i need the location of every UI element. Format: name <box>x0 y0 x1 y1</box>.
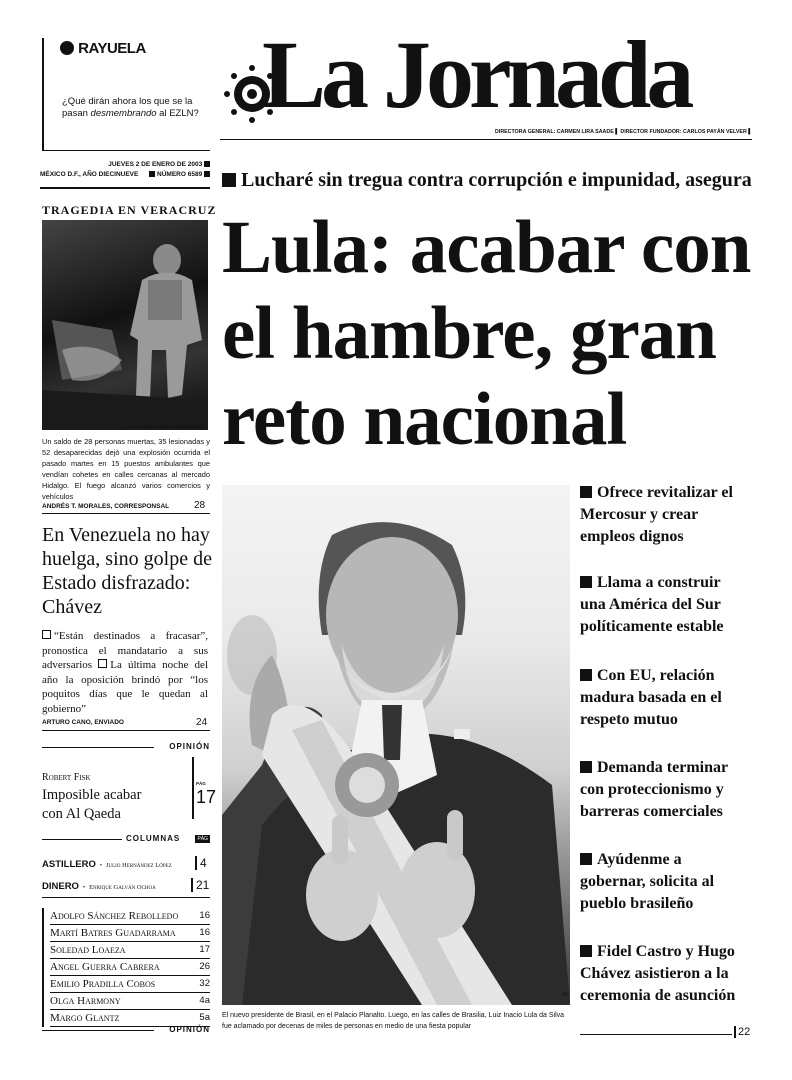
rayuela-label-row <box>60 40 146 57</box>
lula-photo-caption: El nuevo presidente de Brasil, en el Palacio Planalto. Luego, en las calles de Brasilia, Luiz Inacio Lula da Silva fue aclamado por decenas de miles de personas en medio de una fiesta popular <box>222 1012 565 1030</box>
venezuela-byline: ARTURO CANO, ENVIADO <box>42 719 124 726</box>
columnas-list <box>42 852 210 896</box>
list-item: Fidel Castro y Hugo Chávez asistieron a la ceremonia de asunción <box>580 943 736 1004</box>
opinion-label-row <box>42 742 210 752</box>
rayuela-text: ¿Qué dirán ahora los que se la pasan desmembrando al EZLN? <box>62 96 199 119</box>
venezuela-page: 24 <box>196 717 208 728</box>
opinion-title: Imposible acabar con Al Qaeda <box>42 787 142 822</box>
issue-number: NÚMERO 6589 <box>157 171 203 178</box>
list-item: Margo Glantz 5a <box>50 1010 210 1027</box>
list-item: Olga Harmony 4a <box>50 993 210 1010</box>
list-item: DINERO • Enrique Galván Ochoa 21 <box>42 878 210 892</box>
veracruz-section-label: TRAGEDIA EN VERACRUZ <box>42 203 217 217</box>
opinion-footer-label: OPINIÓN <box>169 1025 210 1034</box>
veracruz-photo-credit: FOTO: CUAUHTÉMOC HERNÁNDEZ <box>126 424 203 429</box>
veracruz-page: 28 <box>194 500 206 511</box>
list-item: Emilio Pradilla Cobos 32 <box>50 976 210 993</box>
venezuela-headline: En Venezuela no hay huelga, sino golpe de Estado disfrazado: Chávez <box>42 524 212 618</box>
date: JUEVES 2 DE ENERO DE 2003 <box>108 161 203 168</box>
masthead-title: La Jornada <box>262 21 690 128</box>
list-item: Adolfo Sánchez Rebolledo 16 <box>50 908 210 925</box>
list-item: Angel Guerra Cabrera 26 <box>50 959 210 976</box>
kicker: Lucharé sin tregua contra corrupción e impunidad, asegura <box>222 169 752 192</box>
list-item: Ofrece revitalizar el Mercosur y crear empleos dignos <box>580 484 733 545</box>
list-item: Llama a construir una América del Sur políticamente estable <box>580 574 724 635</box>
list-item: Martí Batres Guadarrama 16 <box>50 925 210 942</box>
veracruz-byline: ANDRÉS T. MORALES, CORRESPONSAL <box>42 503 170 510</box>
opinion-label: OPINIÓN <box>169 742 210 751</box>
lula-photo-credit: AP <box>562 992 569 998</box>
rayuela-icon <box>60 41 74 55</box>
list-item: Soledad Loaeza 17 <box>50 942 210 959</box>
columnas-page-label: PÁG <box>197 836 208 842</box>
list-item: Ayúdenme a gobernar, solicita al pueblo brasileño <box>580 851 715 912</box>
masthead-directors: DIRECTORA GENERAL: CARMEN LIRA SAADE ▌ DIRECTOR FUNDADOR: CARLOS PAYÁN VELVER ▌ <box>495 129 752 135</box>
columnas-label-row <box>42 834 210 846</box>
rayuela-label: RAYUELA <box>78 40 146 57</box>
masthead-logo <box>222 21 752 132</box>
edition: MÉXICO D.F., AÑO DIECINUEVE <box>40 171 139 178</box>
lula-photo <box>222 485 570 1005</box>
opinion-list <box>42 908 210 1027</box>
veracruz-photo <box>42 220 208 430</box>
opinion-author: Robert Fisk <box>42 772 91 783</box>
veracruz-caption: Un saldo de 28 personas muertas, 35 lesionadas y 52 desaparecidas dejó una explosión ocurrida el pasado martes en 15 puestos ambulantes que vendían cohetes en calles cercanas al mercado Hidalgo. El fuego alcanzó varios comercios y vehículos <box>42 437 210 501</box>
subheads <box>580 482 750 1007</box>
list-item: ASTILLERO • Julio Hernández López 4 <box>42 852 210 874</box>
list-item: Con EU, relación madura basada en el respeto mutuo <box>580 667 722 728</box>
list-item: Demanda terminar con proteccionismo y barreras comerciales <box>580 759 728 820</box>
opinion-footer-row <box>42 1025 210 1035</box>
columnas-label: COLUMNAS <box>126 834 181 843</box>
opinion-page-box: PÁG 17 <box>192 757 210 819</box>
dateline <box>40 160 210 180</box>
main-headline: Lula: acabar con el hambre, gran reto nacional <box>222 206 751 461</box>
lula-page: 22 <box>734 1026 750 1038</box>
venezuela-text: “Están destinados a fracasar”, pronostica el mandatario a sus adversarios La última noche del año la oposición brindó por “los poquitos días que le quedan al gobierno” <box>42 630 208 715</box>
